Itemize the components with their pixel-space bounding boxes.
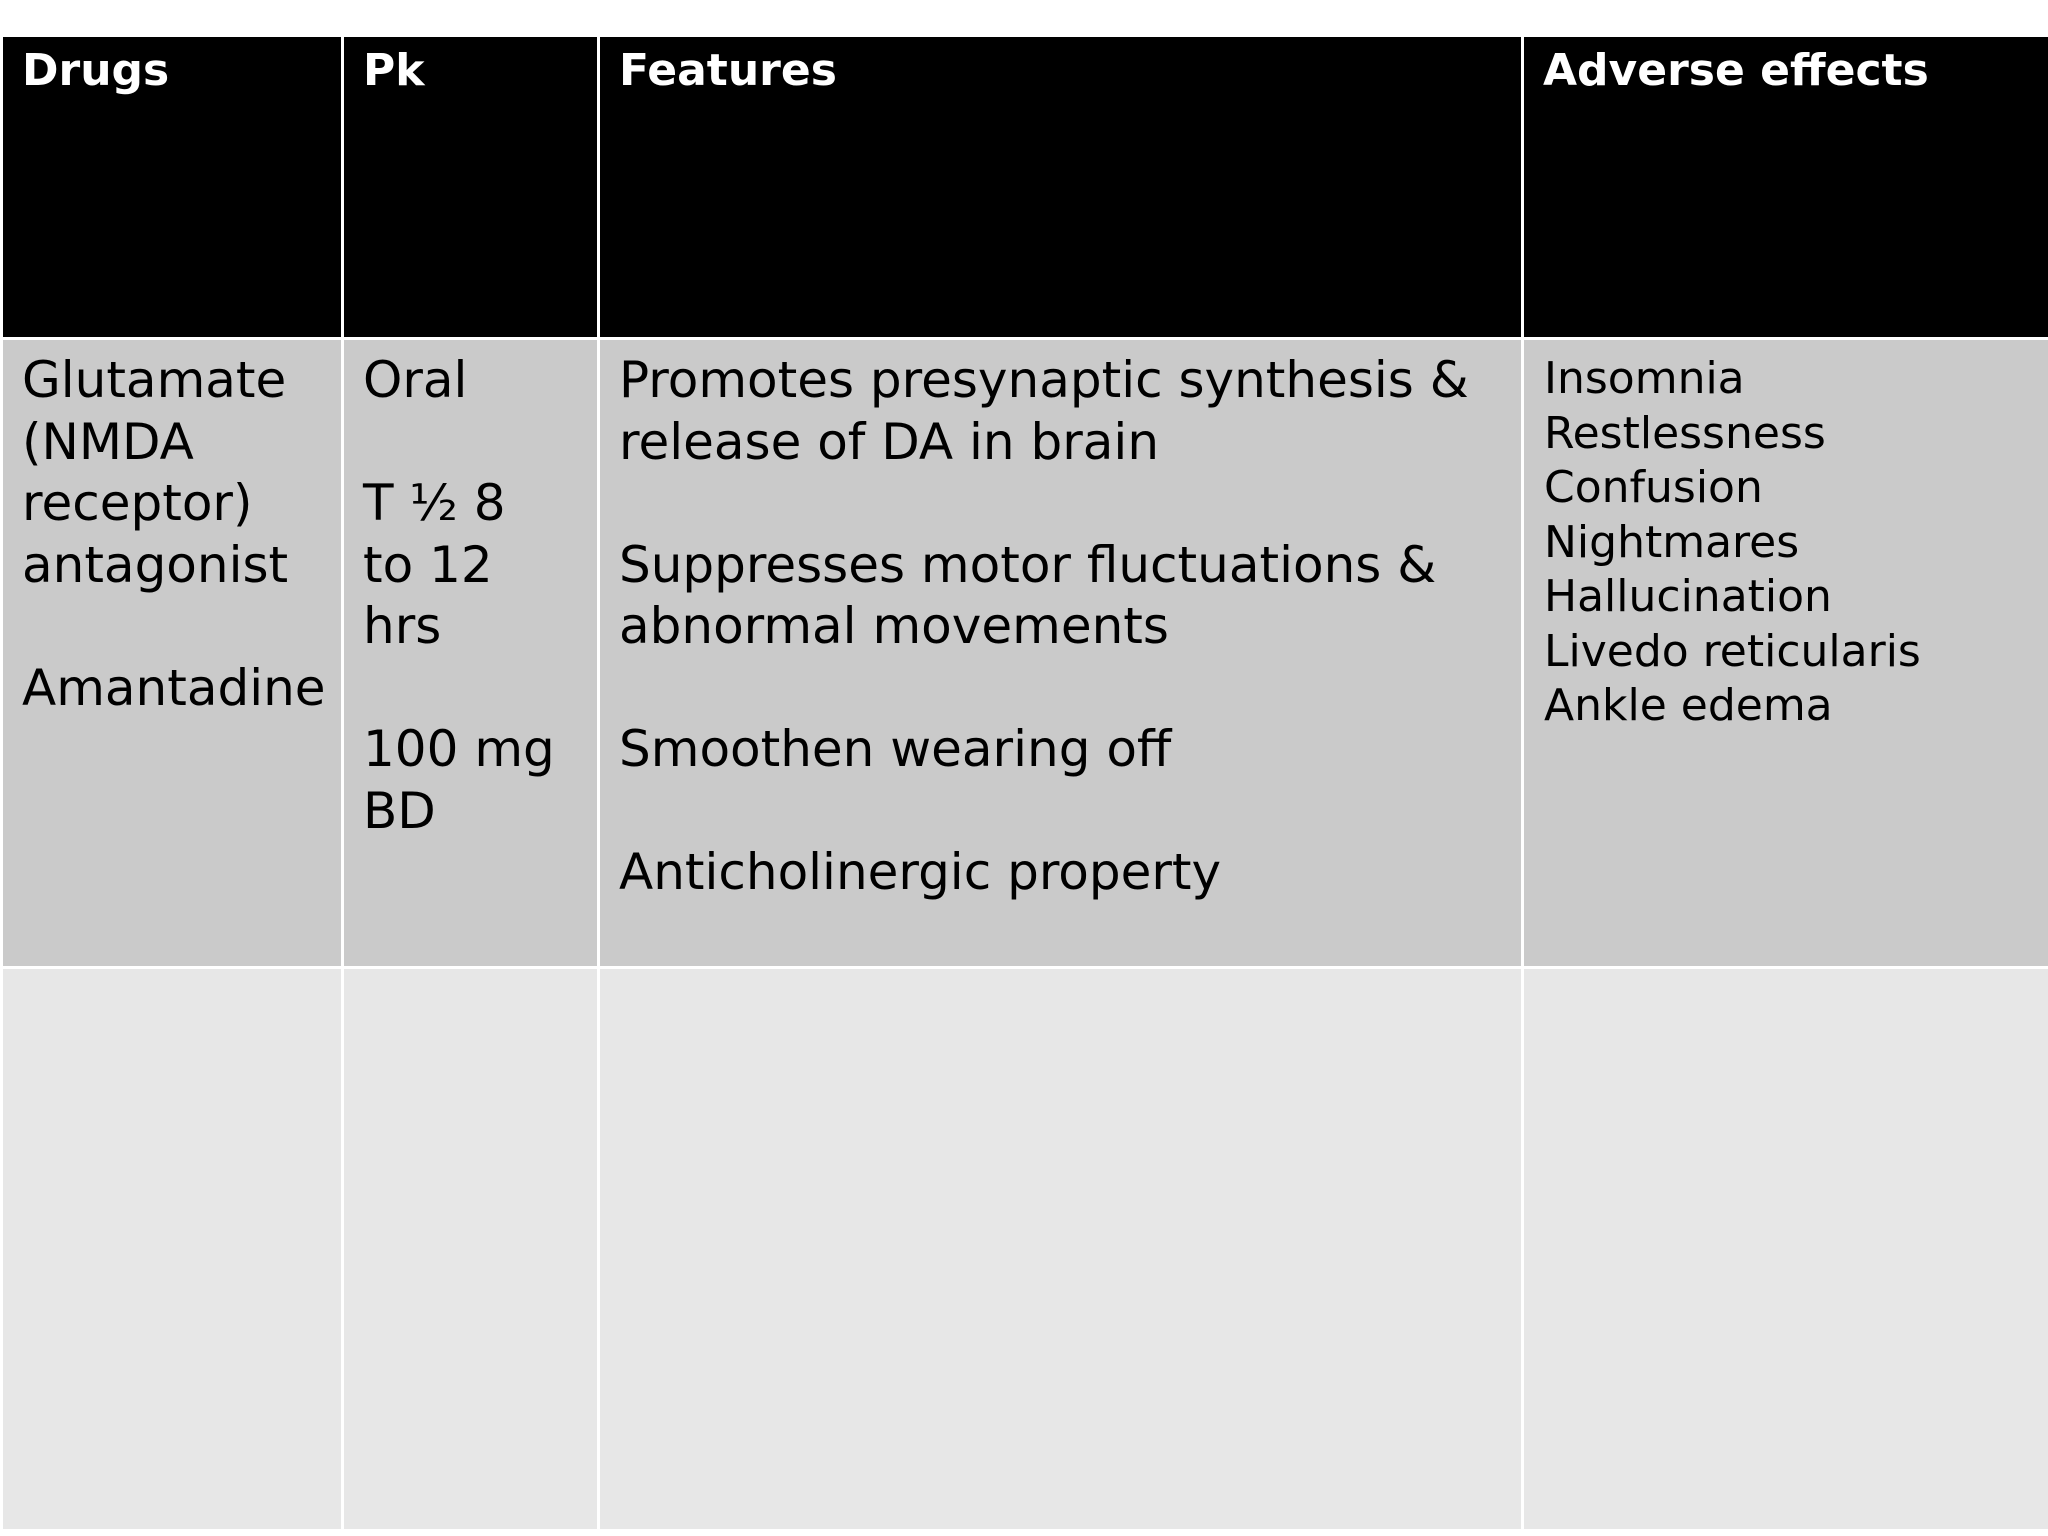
- pk-cell: [343, 339, 599, 968]
- adverse-effect-item: Ankle edema: [1544, 680, 1833, 731]
- header-features: [599, 36, 1523, 339]
- drug-class-line: (NMDA: [22, 412, 194, 471]
- pk-half-life-line: hrs: [363, 597, 442, 655]
- feature-item: Anticholinergic property: [619, 843, 1222, 901]
- adverse-effect-item: Livedo reticularis: [1544, 625, 1921, 677]
- table-header-row: [2, 36, 2048, 339]
- drug-name: Amantadine: [22, 658, 326, 717]
- header-adverse-effects: [1523, 36, 2048, 339]
- empty-cell: [2, 968, 343, 1531]
- header-features-label: Features: [619, 45, 837, 96]
- pk-half-life-line: T ½ 8: [363, 474, 506, 532]
- empty-cell: [1523, 968, 2048, 1531]
- pk-half-life-line: to 12: [363, 535, 493, 594]
- adverse-effect-item: Hallucination: [1544, 571, 1832, 622]
- adverse-effects-cell: [1523, 339, 2048, 968]
- header-pk-label: Pk: [363, 45, 425, 96]
- adverse-effect-item: Nightmares: [1544, 516, 1800, 568]
- header-drugs-label: Drugs: [22, 45, 170, 96]
- header-drugs: [2, 36, 343, 339]
- drug-class-line: antagonist: [22, 535, 289, 594]
- features-cell: [599, 339, 1523, 968]
- table-row: [2, 339, 2048, 968]
- adverse-effect-item: Confusion: [1544, 462, 1763, 513]
- drug-table: [0, 34, 2048, 1532]
- feature-item: Smoothen wearing off: [619, 720, 1172, 778]
- adverse-effect-item: Restlessness: [1544, 407, 1826, 459]
- header-pk: [343, 36, 599, 339]
- empty-cell: [599, 968, 1523, 1531]
- pk-route: Oral: [363, 351, 468, 409]
- feature-item: Promotes presynaptic synthesis & release of DA in brain: [619, 351, 1469, 471]
- empty-cell: [343, 968, 599, 1531]
- pk-dose-line: 100 mg: [363, 720, 555, 778]
- pk-dose-line: BD: [363, 781, 436, 840]
- feature-item: Suppresses motor fluctuations & abnormal movements: [619, 535, 1437, 655]
- empty-table-row: [2, 968, 2048, 1531]
- drug-cell: [2, 339, 343, 968]
- header-adverse-effects-label: Adverse effects: [1543, 45, 1929, 96]
- drug-class-line: receptor): [22, 474, 253, 532]
- drug-class-line: Glutamate: [22, 351, 287, 409]
- adverse-effect-item: Insomnia: [1544, 353, 1745, 404]
